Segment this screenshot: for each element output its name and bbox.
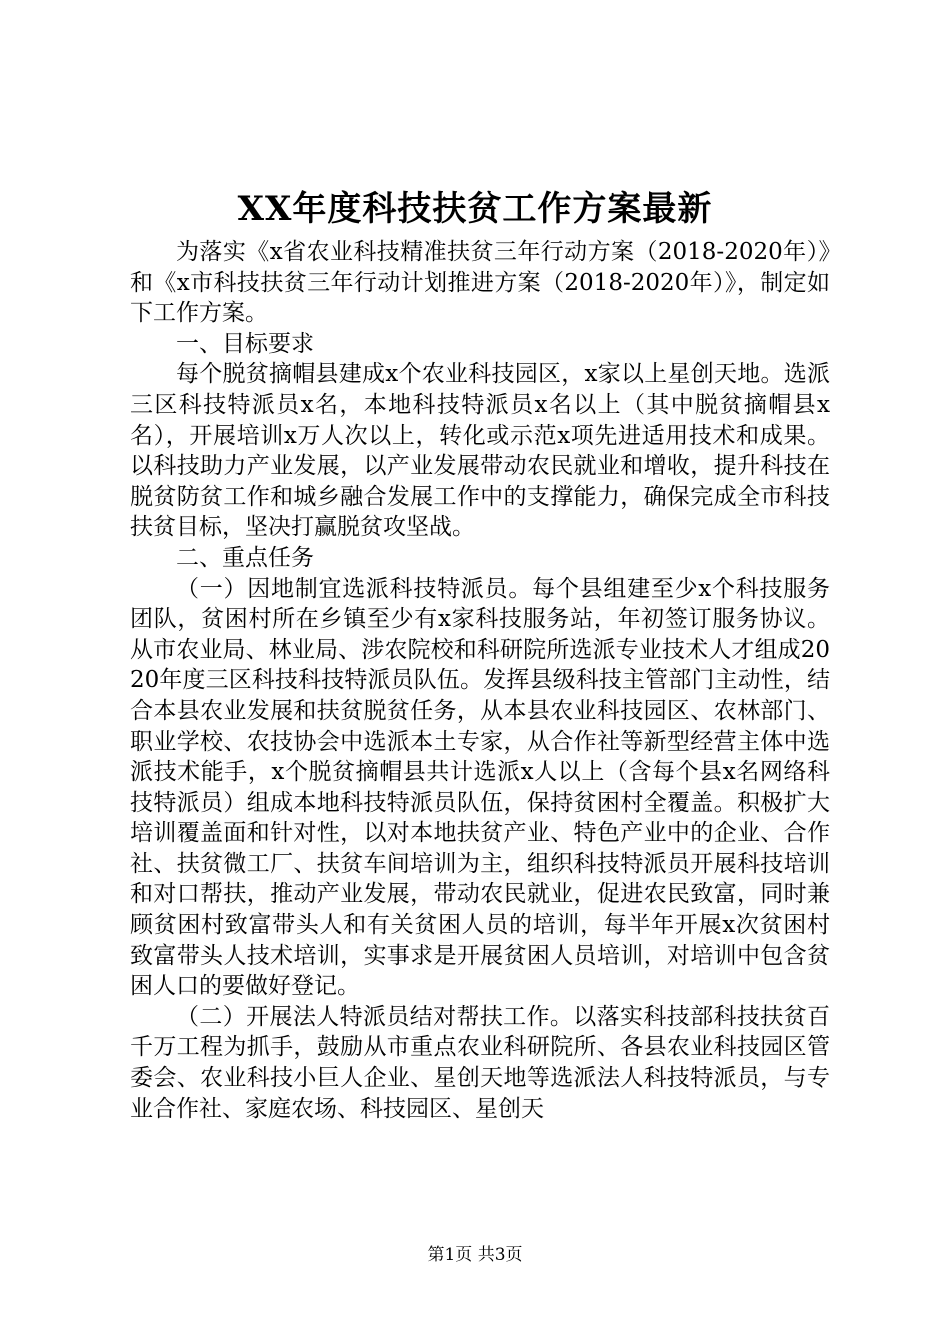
goals-paragraph: 每个脱贫摘帽县建成x个农业科技园区，x家以上星创天地。选派三区科技特派员x名，本地科技特派员x名以上（其中脱贫摘帽县x名），开展培训x万人次以上，转化或示范x项先进适用技术和成果。以科技助力产业发展，以产业发展带动农民就业和增收，提升科技在脱贫防贫工作和城乡融合发展工作中的支撑能力，确保完成全市科技扶贫目标，坚决打赢脱贫攻坚战。 (130, 361, 830, 541)
task-2-paragraph: （二）开展法人特派员结对帮扶工作。以落实科技部科技扶贫百千万工程为抓手，鼓励从市重点农业科研院所、各县农业科技园区管委会、农业科技小巨人企业、星创天地等选派法人科技特派员，与专业合作社、家庭农场、科技园区、星创天 (130, 1003, 830, 1122)
intro-paragraph: 为落实《x省农业科技精准扶贫三年行动方案（2018-2020年）》和《x市科技扶贫三年行动计划推进方案（2018-2020年）》，制定如下工作方案。 (130, 239, 830, 327)
document-title: XX年度科技扶贫工作方案最新 (237, 189, 713, 229)
page-number-footer: 第1页 共3页 (427, 1245, 523, 1265)
section-heading-tasks: 二、重点任务 (176, 544, 314, 571)
task-1-paragraph: （一）因地制宜选派科技特派员。每个县组建至少x个科技服务团队，贫困村所在乡镇至少有x家科技服务站，年初签订服务协议。从市农业局、林业局、涉农院校和科研院所选派专业技术人才组成2020年度三区科技科技特派员队伍。发挥县级科技主管部门主动性，结合本县农业发展和扶贫脱贫任务，从本县农业科技园区、农林部门、职业学校、农技协会中选派本土专家，从合作社等新型经营主体中选派技术能手，x个脱贫摘帽县共计选派x人以上（含每个县x名网络科技特派员）组成本地科技特派员队伍，保持贫困村全覆盖。积极扩大培训覆盖面和针对性，以对本地扶贫产业、特色产业中的企业、合作社、扶贫微工厂、扶贫车间培训为主，组织科技特派员开展科技培训和对口帮扶，推动产业发展，带动农民就业，促进农民致富，同时兼顾贫困村致富带头人和有关贫困人员的培训，每半年开展x次贫困村致富带头人技术培训，实事求是开展贫困人员培训，对培训中包含贫困人口的要做好登记。 (130, 575, 830, 1000)
document-body (130, 237, 830, 1124)
section-heading-goals: 一、目标要求 (176, 330, 314, 357)
